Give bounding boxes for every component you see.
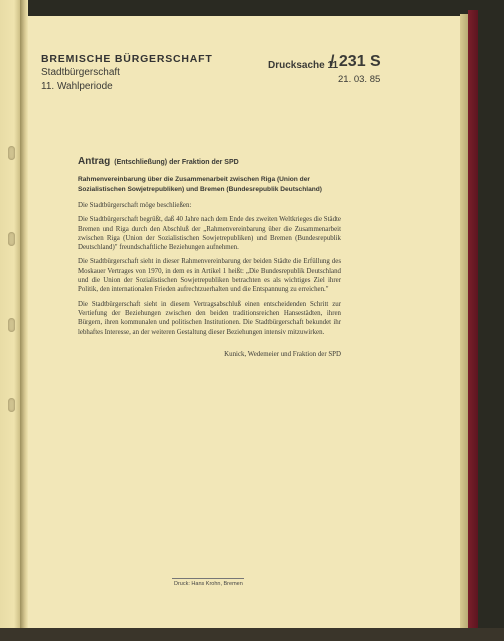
punch-hole	[8, 232, 15, 246]
motion-body	[78, 201, 341, 342]
parliament-name: BREMISCHE BÜRGERSCHAFT	[41, 53, 213, 65]
motion-subject: Rahmenvereinbarung über die Zusammenarbeit zwischen Riga (Union der Sozialistischen Sowjetrepubliken) und Bremen (Bundesrepublik Deutschland)	[78, 176, 323, 193]
punch-hole	[8, 318, 15, 332]
document-date: 21. 03. 85	[338, 74, 381, 85]
paragraph: Die Stadtbürgerschaft sieht in diesem Vertragsabschluß einen entscheidenden Schritt zur Vertiefung der Beziehungen zwischen den beiden traditionsreichen Hansestädten, ihren Bürgern, ihren kommunalen und politischen Institutionen. Die Stadtbürgerschaft bekundet ihr lebhaftes Interesse, an der weiteren Gestaltung dieser Beziehungen intensiv mitzuwirken.	[78, 300, 341, 336]
drucksache-number: / 231 S	[330, 53, 381, 70]
paragraph: Die Stadtbürgerschaft sieht in dieser Rahmenvereinbarung der beiden Städte die Erfüllung des Moskauer Vertrages von 1970, in dem es in Artikel 1 heißt: „Die Bundesrepublik Deutschland und die Union der Sozialistischen Sowjetrepubliken betrachten es als wichtiges Ziel ihrer Politik, den internationalen Frieden aufrechtzuerhalten und die Entspannung zu erreichen."	[78, 258, 341, 294]
punch-hole	[8, 398, 15, 412]
printer-imprint: Druck: Hans Krohn, Bremen	[174, 581, 243, 587]
signature: Kunick, Wedemeier und Fraktion der SPD	[224, 351, 341, 358]
punch-hole	[8, 146, 15, 160]
parliament-subtitle: Stadtbürgerschaft	[41, 67, 120, 78]
drucksache-label: Drucksache 11	[268, 60, 339, 71]
paragraph: Die Stadtbürgerschaft möge beschließen:	[78, 202, 192, 209]
background-strip	[0, 628, 504, 641]
previous-page-edge	[0, 0, 20, 641]
motion-subtype: (Entschließung) der Fraktion der SPD	[114, 159, 239, 166]
paragraph: Die Stadtbürgerschaft begrüßt, daß 40 Jahre nach dem Ende des zweiten Weltkrieges die Städte Bremen und Riga durch den Abschluß der „Rahmenvereinbarung über die Zusammenarbeit zwischen Riga (Union der Sozialistischen Sowjetrepubliken) und Bremen (Bundesrepublik Deutschland)" freundschaftliche Beziehungen aufnehmen.	[78, 216, 341, 252]
motion-type: Antrag	[78, 156, 111, 167]
book-gutter	[20, 0, 28, 641]
binder-cover-edge	[468, 10, 478, 634]
page-stack-edge	[460, 14, 468, 630]
legislative-period: 11. Wahlperiode	[41, 81, 113, 92]
motion-title	[78, 151, 239, 169]
footer-rule	[172, 578, 244, 579]
